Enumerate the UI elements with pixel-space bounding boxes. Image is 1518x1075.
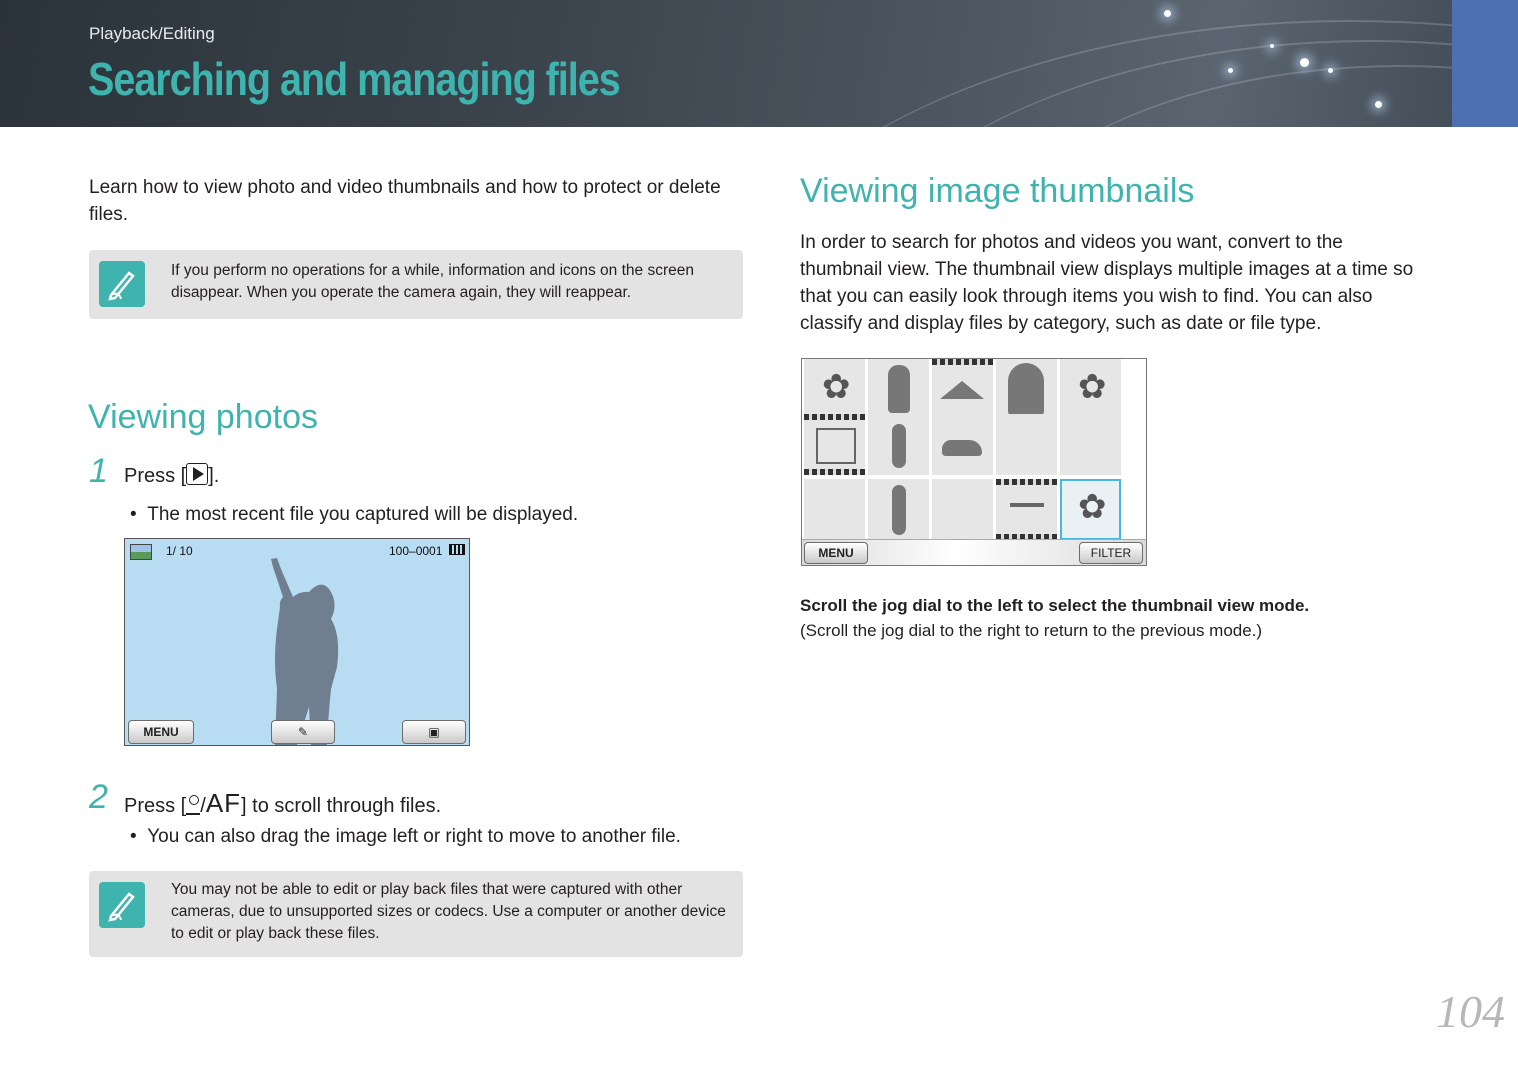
thumbnail-empty-3[interactable] [804, 479, 865, 540]
step-2-text-before: Press [ [124, 795, 187, 817]
child-icon [892, 424, 906, 468]
thumbnail-car[interactable] [932, 414, 993, 475]
menu-button[interactable]: MENU [128, 720, 194, 744]
mountain-icon [940, 381, 984, 399]
note-text-2: You may not be able to edit or play back files that were captured with other cameras, due to unsupported sizes or codecs. Use a computer or another device to edit or play back these files. [171, 881, 726, 942]
menu-button[interactable]: MENU [804, 542, 868, 564]
step-2-bullet-text: You can also drag the image left or right to move to another file. [147, 826, 681, 847]
snowboard-icon [816, 428, 856, 464]
flower-icon: ✿ [1078, 368, 1107, 406]
display-button[interactable] [402, 720, 466, 744]
thumbnail-video-landscape[interactable] [932, 359, 993, 420]
thumbnail-view-screen [801, 358, 1147, 566]
step-number-1: 1 [89, 452, 108, 490]
edit-button[interactable] [271, 720, 335, 744]
thumbnail-video-snowboard[interactable] [804, 414, 865, 475]
caption: (Scroll the jog dial to the right to return to the previous mode.) [800, 621, 1263, 640]
dancer-icon [1010, 503, 1044, 507]
edit-icon: ✎ [297, 725, 309, 739]
thumbnail-empty-4[interactable] [932, 479, 993, 540]
step-2-bullet: • You can also drag the image left or right to move to another file. [130, 826, 681, 847]
thumbnail-video-dancer[interactable] [996, 479, 1057, 540]
car-icon [942, 440, 982, 456]
thumbnail-toolbar [802, 539, 1146, 566]
flower-icon: ✿ [822, 368, 851, 406]
step-2-separator: / [200, 795, 206, 817]
photo-mode-icon [130, 544, 152, 560]
thumbnail-man[interactable] [868, 479, 929, 540]
step-1-bullet: • The most recent file you captured will be displayed. [130, 504, 579, 525]
thumbnail-description: In order to search for photos and videos you want, convert to the thumbnail view. The thumbnail view displays multiple images at a time so that you can easily look through items you wish to find. You can also classify and display files by category, such as date or file type. [800, 232, 1414, 334]
thumbnail-empty-2[interactable] [1060, 414, 1121, 475]
man-icon [892, 485, 906, 535]
grid-icon: ▣ [428, 725, 440, 739]
intro-text: Learn how to view photo and video thumbnails and how to protect or delete files. [89, 177, 721, 225]
person-icon [888, 365, 910, 413]
note-box-2 [89, 871, 743, 957]
thumbnail-child[interactable] [868, 414, 929, 475]
thumbnail-woman[interactable] [868, 359, 929, 420]
step-1-text-before: Press [ [124, 465, 187, 487]
step-1-text-after: ]. [208, 465, 220, 487]
note-box-1 [89, 250, 743, 319]
portrait-icon [1008, 363, 1044, 417]
flower-icon: ✿ [1078, 488, 1107, 526]
battery-icon [449, 544, 465, 555]
page-title: Searching and managing files [88, 53, 620, 105]
file-number: 100–0001 [389, 544, 443, 558]
step-number-2: 2 [89, 778, 108, 816]
heading-viewing-photos: Viewing photos [88, 398, 318, 436]
thumbnail-flower-selected[interactable] [1060, 479, 1121, 540]
step-2-text-after: ] to scroll through files. [241, 795, 442, 817]
pencil-note-icon [99, 261, 145, 307]
step-1-bullet-text: The most recent file you captured will be displayed. [147, 504, 579, 525]
drive-mode-icon [186, 793, 200, 815]
step-1-text [124, 463, 219, 488]
page-number: 104 [1436, 986, 1505, 1037]
caption-bold: Scroll the jog dial to the left to select the thumbnail view mode. [800, 596, 1310, 615]
pencil-note-icon [99, 882, 145, 928]
note-text-1: If you perform no operations for a while, information and icons on the screen disappear. When you operate the camera again, they will reappear. [171, 262, 694, 301]
child-silhouette-photo [125, 539, 469, 745]
thumbnail-portrait[interactable] [996, 359, 1057, 420]
section-label: Playback/Editing [89, 24, 215, 43]
step-2-text [124, 788, 441, 819]
thumbnail-empty-1[interactable] [996, 414, 1057, 475]
chapter-tab [1452, 0, 1518, 127]
heading-viewing-thumbnails: Viewing image thumbnails [800, 172, 1195, 210]
filter-button[interactable]: FILTER [1079, 542, 1143, 564]
thumbnail-flower[interactable] [804, 359, 865, 420]
thumbnail-flower-2[interactable] [1060, 359, 1121, 420]
file-counter: 1/ 10 [166, 544, 193, 558]
playback-button-icon [186, 463, 208, 485]
af-label: AF [205, 788, 242, 818]
camera-playback-screen [124, 538, 470, 746]
